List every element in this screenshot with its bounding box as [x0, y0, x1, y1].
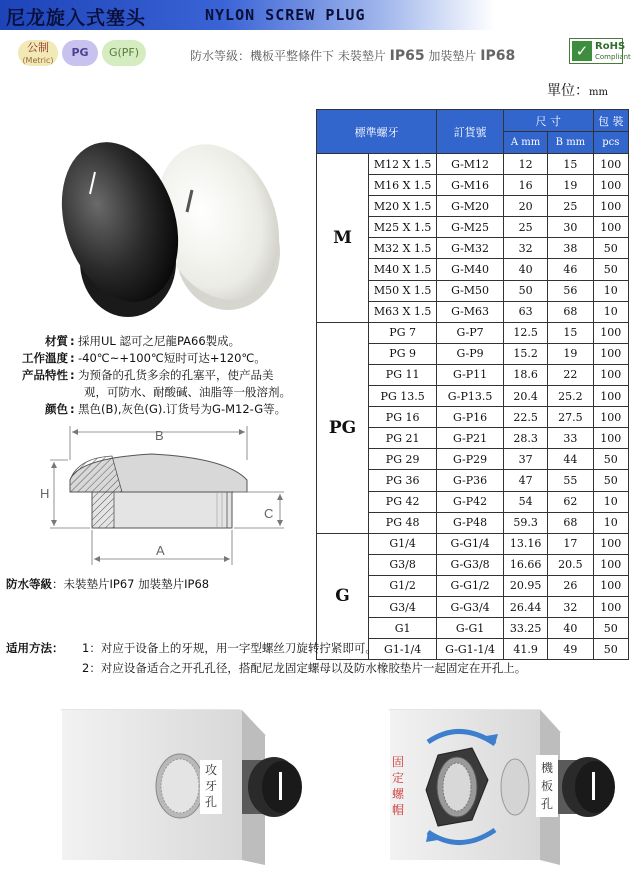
cell-pack: 100: [593, 596, 628, 617]
cell-order-no: G-M12: [437, 154, 504, 175]
cell-order-no: G-G3/4: [437, 596, 504, 617]
svg-text:機: 機: [541, 761, 554, 775]
cell-order-no: G-P13.5: [437, 386, 504, 407]
cell-size-a: 20: [503, 196, 547, 217]
cell-pack: 100: [593, 364, 628, 385]
spec-feature-cont: [8, 384, 308, 401]
cell-thread: PG 11: [369, 364, 437, 385]
waterproof-prefix: 防水等級：機板平整條件下 未裝墊片: [190, 49, 390, 63]
cell-size-a: 12.5: [503, 322, 547, 343]
cell-size-b: 68: [548, 301, 593, 322]
ip-without-gasket: IP65: [389, 48, 425, 64]
cell-order-no: G-G1: [437, 618, 504, 639]
cell-pack: 50: [593, 618, 628, 639]
cell-size-a: 22.5: [503, 407, 547, 428]
svg-text:螺: 螺: [392, 787, 405, 801]
gasket-icon: [501, 759, 529, 815]
cell-order-no: G-P16: [437, 407, 504, 428]
svg-text:板: 板: [541, 779, 554, 793]
cell-size-b: 15: [548, 154, 593, 175]
cell-size-b: 30: [548, 217, 593, 238]
spec-list: [8, 333, 308, 418]
cell-pack: 100: [593, 407, 628, 428]
cell-order-no: G-M40: [437, 259, 504, 280]
cell-size-a: 12: [503, 154, 547, 175]
cell-order-no: G-M20: [437, 196, 504, 217]
title-bar: [0, 0, 635, 30]
cell-pack: 100: [593, 343, 628, 364]
cell-size-a: 15.2: [503, 343, 547, 364]
cell-pack: 50: [593, 259, 628, 280]
cell-order-no: G-G1/4: [437, 533, 504, 554]
spec-color-label: 颜色: [45, 402, 68, 416]
waterproof-mid: 加裝墊片: [424, 49, 481, 63]
header-size-a: A mm: [503, 132, 547, 154]
cell-order-no: G-P21: [437, 428, 504, 449]
dim-b-label: B: [155, 428, 164, 443]
cell-size-b: 33: [548, 428, 593, 449]
cell-thread: M16 X 1.5: [369, 175, 437, 196]
unit-value: mm: [589, 87, 608, 98]
cell-size-a: 20.4: [503, 386, 547, 407]
metric-badge: [18, 40, 58, 66]
cell-size-b: 25: [548, 196, 593, 217]
cell-thread: PG 36: [369, 470, 437, 491]
cell-pack: 50: [593, 470, 628, 491]
cell-size-a: 20.95: [503, 575, 547, 596]
cell-pack: 100: [593, 217, 628, 238]
spec-color: [8, 401, 308, 418]
dim-h-label: H: [40, 486, 50, 501]
cell-thread: G3/4: [369, 596, 437, 617]
cell-thread: PG 16: [369, 407, 437, 428]
cell-order-no: G-G3/8: [437, 554, 504, 575]
cell-pack: 50: [593, 449, 628, 470]
cell-size-b: 22: [548, 364, 593, 385]
cell-size-a: 28.3: [503, 428, 547, 449]
table-row: [317, 322, 629, 343]
cell-size-a: 41.9: [503, 639, 547, 660]
cell-size-a: 16.66: [503, 554, 547, 575]
check-icon: ✓: [572, 41, 592, 61]
dim-a-label: A: [156, 543, 165, 558]
cell-thread: M63 X 1.5: [369, 301, 437, 322]
cell-size-b: 55: [548, 470, 593, 491]
spec-color-value: 黑色(B),灰色(G).订货号为G-M12-G等。: [78, 402, 287, 416]
cell-order-no: G-P9: [437, 343, 504, 364]
cell-size-b: 46: [548, 259, 593, 280]
cell-thread: M32 X 1.5: [369, 238, 437, 259]
table-row: [317, 533, 629, 554]
cell-order-no: G-G1-1/4: [437, 639, 504, 660]
cell-pack: 50: [593, 639, 628, 660]
header-order: 訂貨號: [437, 110, 504, 154]
metric-badge-sub: (Metric): [22, 56, 54, 65]
spec-temperature-value: -40℃~+100℃短时可达+120℃。: [78, 351, 266, 365]
cell-size-b: 62: [548, 491, 593, 512]
cell-thread: PG 29: [369, 449, 437, 470]
waterproof-bottom-label: 防水等級: [6, 577, 52, 591]
cell-pack: 10: [593, 512, 628, 533]
cell-size-b: 25.2: [548, 386, 593, 407]
header-pack-unit: pcs: [593, 132, 628, 154]
rohs-title: RoHS: [595, 41, 626, 52]
usage-label: 适用方法：: [6, 641, 64, 655]
cell-size-a: 40: [503, 259, 547, 280]
cell-pack: 10: [593, 280, 628, 301]
cell-size-a: 50: [503, 280, 547, 301]
pg-badge: PG: [62, 40, 98, 66]
thread-group-label: PG: [317, 322, 369, 533]
cell-order-no: G-P42: [437, 491, 504, 512]
cell-thread: G3/8: [369, 554, 437, 575]
spec-material-value: 採用UL 認可之尼龍PA66製成。: [78, 334, 241, 348]
cell-size-a: 33.25: [503, 618, 547, 639]
cell-pack: 100: [593, 428, 628, 449]
cell-size-a: 47: [503, 470, 547, 491]
usage-line-2: 2：对应设备适合之开孔孔径，搭配尼龙固定螺母以及防水橡胶垫片一起固定在开孔上。: [82, 661, 527, 675]
cell-thread: M20 X 1.5: [369, 196, 437, 217]
cell-size-a: 16: [503, 175, 547, 196]
header-size: 尺 寸: [503, 110, 593, 132]
cell-size-a: 26.44: [503, 596, 547, 617]
cell-order-no: G-P48: [437, 512, 504, 533]
cell-thread: G1: [369, 618, 437, 639]
cell-size-b: 49: [548, 639, 593, 660]
cell-thread: G1/2: [369, 575, 437, 596]
cell-order-no: G-M16: [437, 175, 504, 196]
black-plug: [50, 127, 198, 317]
plug-icon: [558, 757, 615, 817]
cell-size-a: 37: [503, 449, 547, 470]
cell-pack: 10: [593, 491, 628, 512]
cell-thread: M40 X 1.5: [369, 259, 437, 280]
svg-text:定: 定: [392, 771, 405, 785]
spec-feature-value-2: 观，可防水、耐酸碱、油脂等一般溶剂。: [84, 385, 291, 399]
spec-material: [8, 333, 308, 350]
cell-order-no: G-M32: [437, 238, 504, 259]
spec-material-label: 材質: [45, 334, 68, 348]
cell-order-no: G-P29: [437, 449, 504, 470]
cell-order-no: G-G1/2: [437, 575, 504, 596]
spec-temperature: [8, 350, 308, 367]
cell-size-a: 18.6: [503, 364, 547, 385]
product-photo: [50, 112, 290, 322]
svg-text:固: 固: [392, 755, 405, 769]
cell-thread: G1/4: [369, 533, 437, 554]
cell-size-b: 38: [548, 238, 593, 259]
colon: :: [70, 334, 75, 348]
cell-thread: PG 13.5: [369, 386, 437, 407]
spec-feature-value-1: 为预备的孔货多余的孔塞平，使产品美: [78, 368, 274, 382]
waterproof-rating-line: [190, 47, 515, 64]
cell-order-no: G-M63: [437, 301, 504, 322]
svg-text:孔: 孔: [541, 797, 554, 811]
header-size-b: B mm: [548, 132, 593, 154]
colon: :: [70, 351, 75, 365]
cell-pack: 10: [593, 301, 628, 322]
cell-size-b: 44: [548, 449, 593, 470]
cell-order-no: G-P11: [437, 364, 504, 385]
spec-feature: [8, 367, 308, 384]
cell-size-a: 54: [503, 491, 547, 512]
waterproof-rating-bottom: [6, 576, 209, 592]
cell-thread: PG 7: [369, 322, 437, 343]
table-row: [317, 154, 629, 175]
page-title-cn: 尼龙旋入式塞头: [6, 7, 147, 29]
cell-thread: M12 X 1.5: [369, 154, 437, 175]
cell-size-b: 15: [548, 322, 593, 343]
cell-pack: 100: [593, 154, 628, 175]
cell-thread: M25 X 1.5: [369, 217, 437, 238]
plug-icon: [242, 757, 302, 817]
cell-size-b: 17: [548, 533, 593, 554]
gpf-badge: G(PF): [102, 40, 146, 66]
thread-group-label: G: [317, 533, 369, 660]
rohs-logo: [569, 38, 631, 64]
cell-pack: 100: [593, 533, 628, 554]
spec-table: [316, 109, 629, 660]
cell-order-no: G-P7: [437, 322, 504, 343]
install-illustration-nut: [330, 700, 630, 865]
svg-text:帽: 帽: [392, 803, 405, 817]
cell-size-b: 20.5: [548, 554, 593, 575]
header-pack: 包 裝: [593, 110, 628, 132]
thread-group-label: M: [317, 154, 369, 323]
cell-size-a: 59.3: [503, 512, 547, 533]
tapped-hole-label-2: 牙: [205, 779, 218, 793]
cell-size-a: 25: [503, 217, 547, 238]
cell-pack: 100: [593, 386, 628, 407]
cell-order-no: G-P36: [437, 470, 504, 491]
cell-pack: 100: [593, 196, 628, 217]
page-title-en: NYLON SCREW PLUG: [205, 6, 366, 24]
dim-c-label: C: [264, 506, 274, 521]
cell-pack: 100: [593, 575, 628, 596]
cell-size-b: 56: [548, 280, 593, 301]
install-illustration-tapped: [60, 700, 320, 865]
tapped-hole-label-3: 孔: [205, 795, 218, 809]
spec-temperature-label: 工作溫度: [22, 351, 68, 365]
cell-size-b: 26: [548, 575, 593, 596]
tapped-hole-label-1: 攻: [205, 763, 218, 777]
cell-size-b: 40: [548, 618, 593, 639]
cell-pack: 50: [593, 238, 628, 259]
cell-pack: 100: [593, 175, 628, 196]
colon: :: [70, 402, 75, 416]
header-thread: 標準螺牙: [317, 110, 437, 154]
cell-order-no: G-M50: [437, 280, 504, 301]
cell-size-b: 68: [548, 512, 593, 533]
cell-pack: 100: [593, 554, 628, 575]
cell-order-no: G-M25: [437, 217, 504, 238]
metric-badge-label: 公制: [27, 41, 49, 54]
cell-size-b: 32: [548, 596, 593, 617]
unit-label: [547, 80, 608, 100]
cell-size-b: 27.5: [548, 407, 593, 428]
cell-size-a: 63: [503, 301, 547, 322]
cell-thread: PG 21: [369, 428, 437, 449]
cell-size-b: 19: [548, 175, 593, 196]
cell-size-a: 13.16: [503, 533, 547, 554]
colon: :: [70, 368, 75, 382]
panel-hole-label: [541, 760, 554, 811]
cell-size-b: 19: [548, 343, 593, 364]
spec-feature-label: 产品特性: [22, 368, 68, 382]
cell-pack: 100: [593, 322, 628, 343]
usage-line-1: 1：对应于设备上的牙规，用一字型螺丝刀旋转拧紧即可。: [82, 641, 377, 655]
cell-size-a: 32: [503, 238, 547, 259]
unit-label-text: 單位：: [547, 83, 589, 99]
cell-thread: PG 9: [369, 343, 437, 364]
ip-with-gasket: IP68: [480, 48, 516, 64]
waterproof-bottom-value: ：未裝墊片IP67 加裝墊片IP68: [52, 577, 210, 591]
cell-thread: PG 42: [369, 491, 437, 512]
rohs-sub: Compliant: [595, 53, 631, 61]
cell-thread: G1-1/4: [369, 639, 437, 660]
cell-thread: M50 X 1.5: [369, 280, 437, 301]
cell-thread: PG 48: [369, 512, 437, 533]
technical-drawing: [22, 420, 302, 570]
